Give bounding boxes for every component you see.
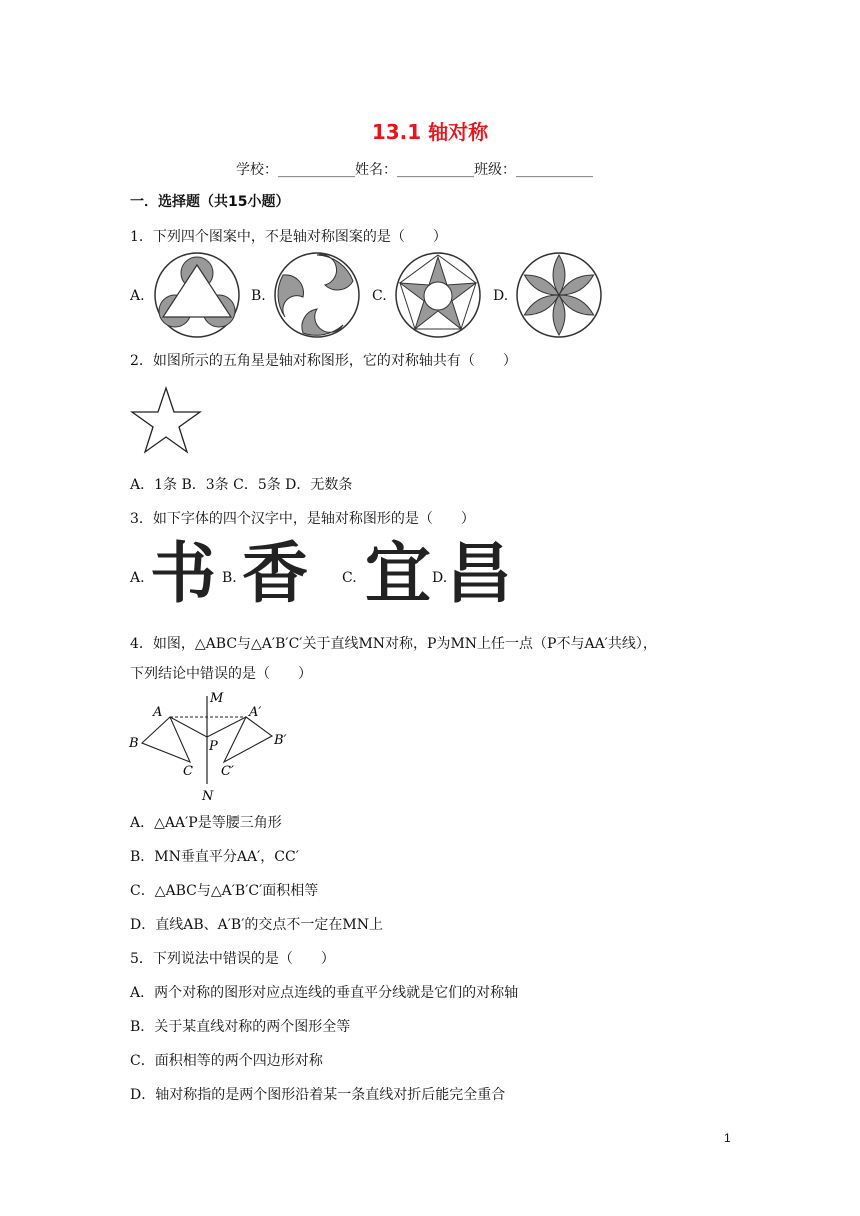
q3-option-b-label: B. [222, 570, 237, 586]
name-blank: ___________ [397, 162, 474, 178]
q1-option-d-label: D. [493, 288, 509, 304]
q1-option-a-label: A. [130, 288, 145, 304]
student-info-line [236, 159, 593, 179]
q5-option-a: A．两个对称的图形对应点连线的垂直平分线就是它们的对称轴 [130, 985, 519, 1001]
question-3-stem: 3．如下字体的四个汉字中，是轴对称图形的是（ ） [130, 511, 475, 527]
name-label: 姓名： [355, 162, 397, 178]
q4-option-b: B．MN垂直平分AA′，CC′ [130, 849, 299, 865]
label-b-prime: B′ [274, 733, 287, 748]
q3-char-xiang: 香 [242, 535, 308, 612]
section-heading: 一．选择题（共15小题） [130, 194, 290, 210]
q5-option-c: C．面积相等的两个四边形对称 [130, 1053, 323, 1069]
q3-char-shu: 书 [150, 535, 216, 612]
page-title: 13.1 轴对称 [371, 120, 489, 144]
q3-option-d-label: D. [432, 570, 448, 586]
symmetry-triangles-figure [126, 688, 292, 804]
q5-option-b: B．关于某直线对称的两个图形全等 [130, 1019, 351, 1035]
circle-star-icon [394, 251, 482, 339]
school-blank: ___________ [278, 162, 355, 178]
q3-option-c-label: C. [342, 570, 357, 586]
q4-option-d: D．直线AB、A′B′的交点不一定在MN上 [130, 917, 383, 933]
circle-three-commas-icon [273, 251, 361, 339]
label-b: B [129, 736, 139, 751]
label-n: N [202, 789, 214, 804]
label-m: M [210, 691, 224, 706]
q1-option-b-label: B. [251, 288, 266, 304]
q5-option-d: D．轴对称指的是两个图形沿着某一条直线对折后能完全重合 [130, 1087, 506, 1103]
page-number: 1 [724, 1131, 731, 1145]
circle-triangle-arcs-icon [153, 251, 241, 339]
q3-char-yi: 宜 [365, 535, 431, 612]
q3-char-chang: 昌 [446, 535, 512, 612]
label-c: C [183, 764, 193, 779]
q4-option-a: A．△AA′P是等腰三角形 [130, 815, 282, 831]
question-2-answers: A．1条 B．3条 C．5条 D．无数条 [130, 477, 353, 493]
question-4-stem-line1: 4．如图，△ABC与△A′B′C′关于直线MN对称，P为MN上任一点（P不与AA′共线）， [130, 636, 657, 652]
five-pointed-star-icon [130, 384, 204, 456]
label-a-prime: A′ [249, 705, 262, 720]
question-1-stem: 1．下列四个图案中，不是轴对称图案的是（ ） [130, 229, 447, 245]
label-a: A [153, 705, 163, 720]
class-blank: ___________ [516, 162, 593, 178]
class-label: 班级： [474, 162, 516, 178]
label-c-prime: C′ [221, 764, 234, 779]
question-5-stem: 5．下列说法中错误的是（ ） [130, 951, 335, 967]
question-4-stem-line2: 下列结论中错误的是（ ） [130, 666, 312, 682]
q3-option-a-label: A. [130, 570, 145, 586]
q4-option-c: C．△ABC与△A′B′C′面积相等 [130, 883, 319, 899]
q1-option-c-label: C. [372, 288, 387, 304]
label-p: P [209, 739, 218, 754]
circle-six-petals-icon [515, 251, 603, 339]
school-label: 学校： [236, 162, 278, 178]
question-2-stem: 2．如图所示的五角星是轴对称图形，它的对称轴共有（ ） [130, 353, 517, 369]
